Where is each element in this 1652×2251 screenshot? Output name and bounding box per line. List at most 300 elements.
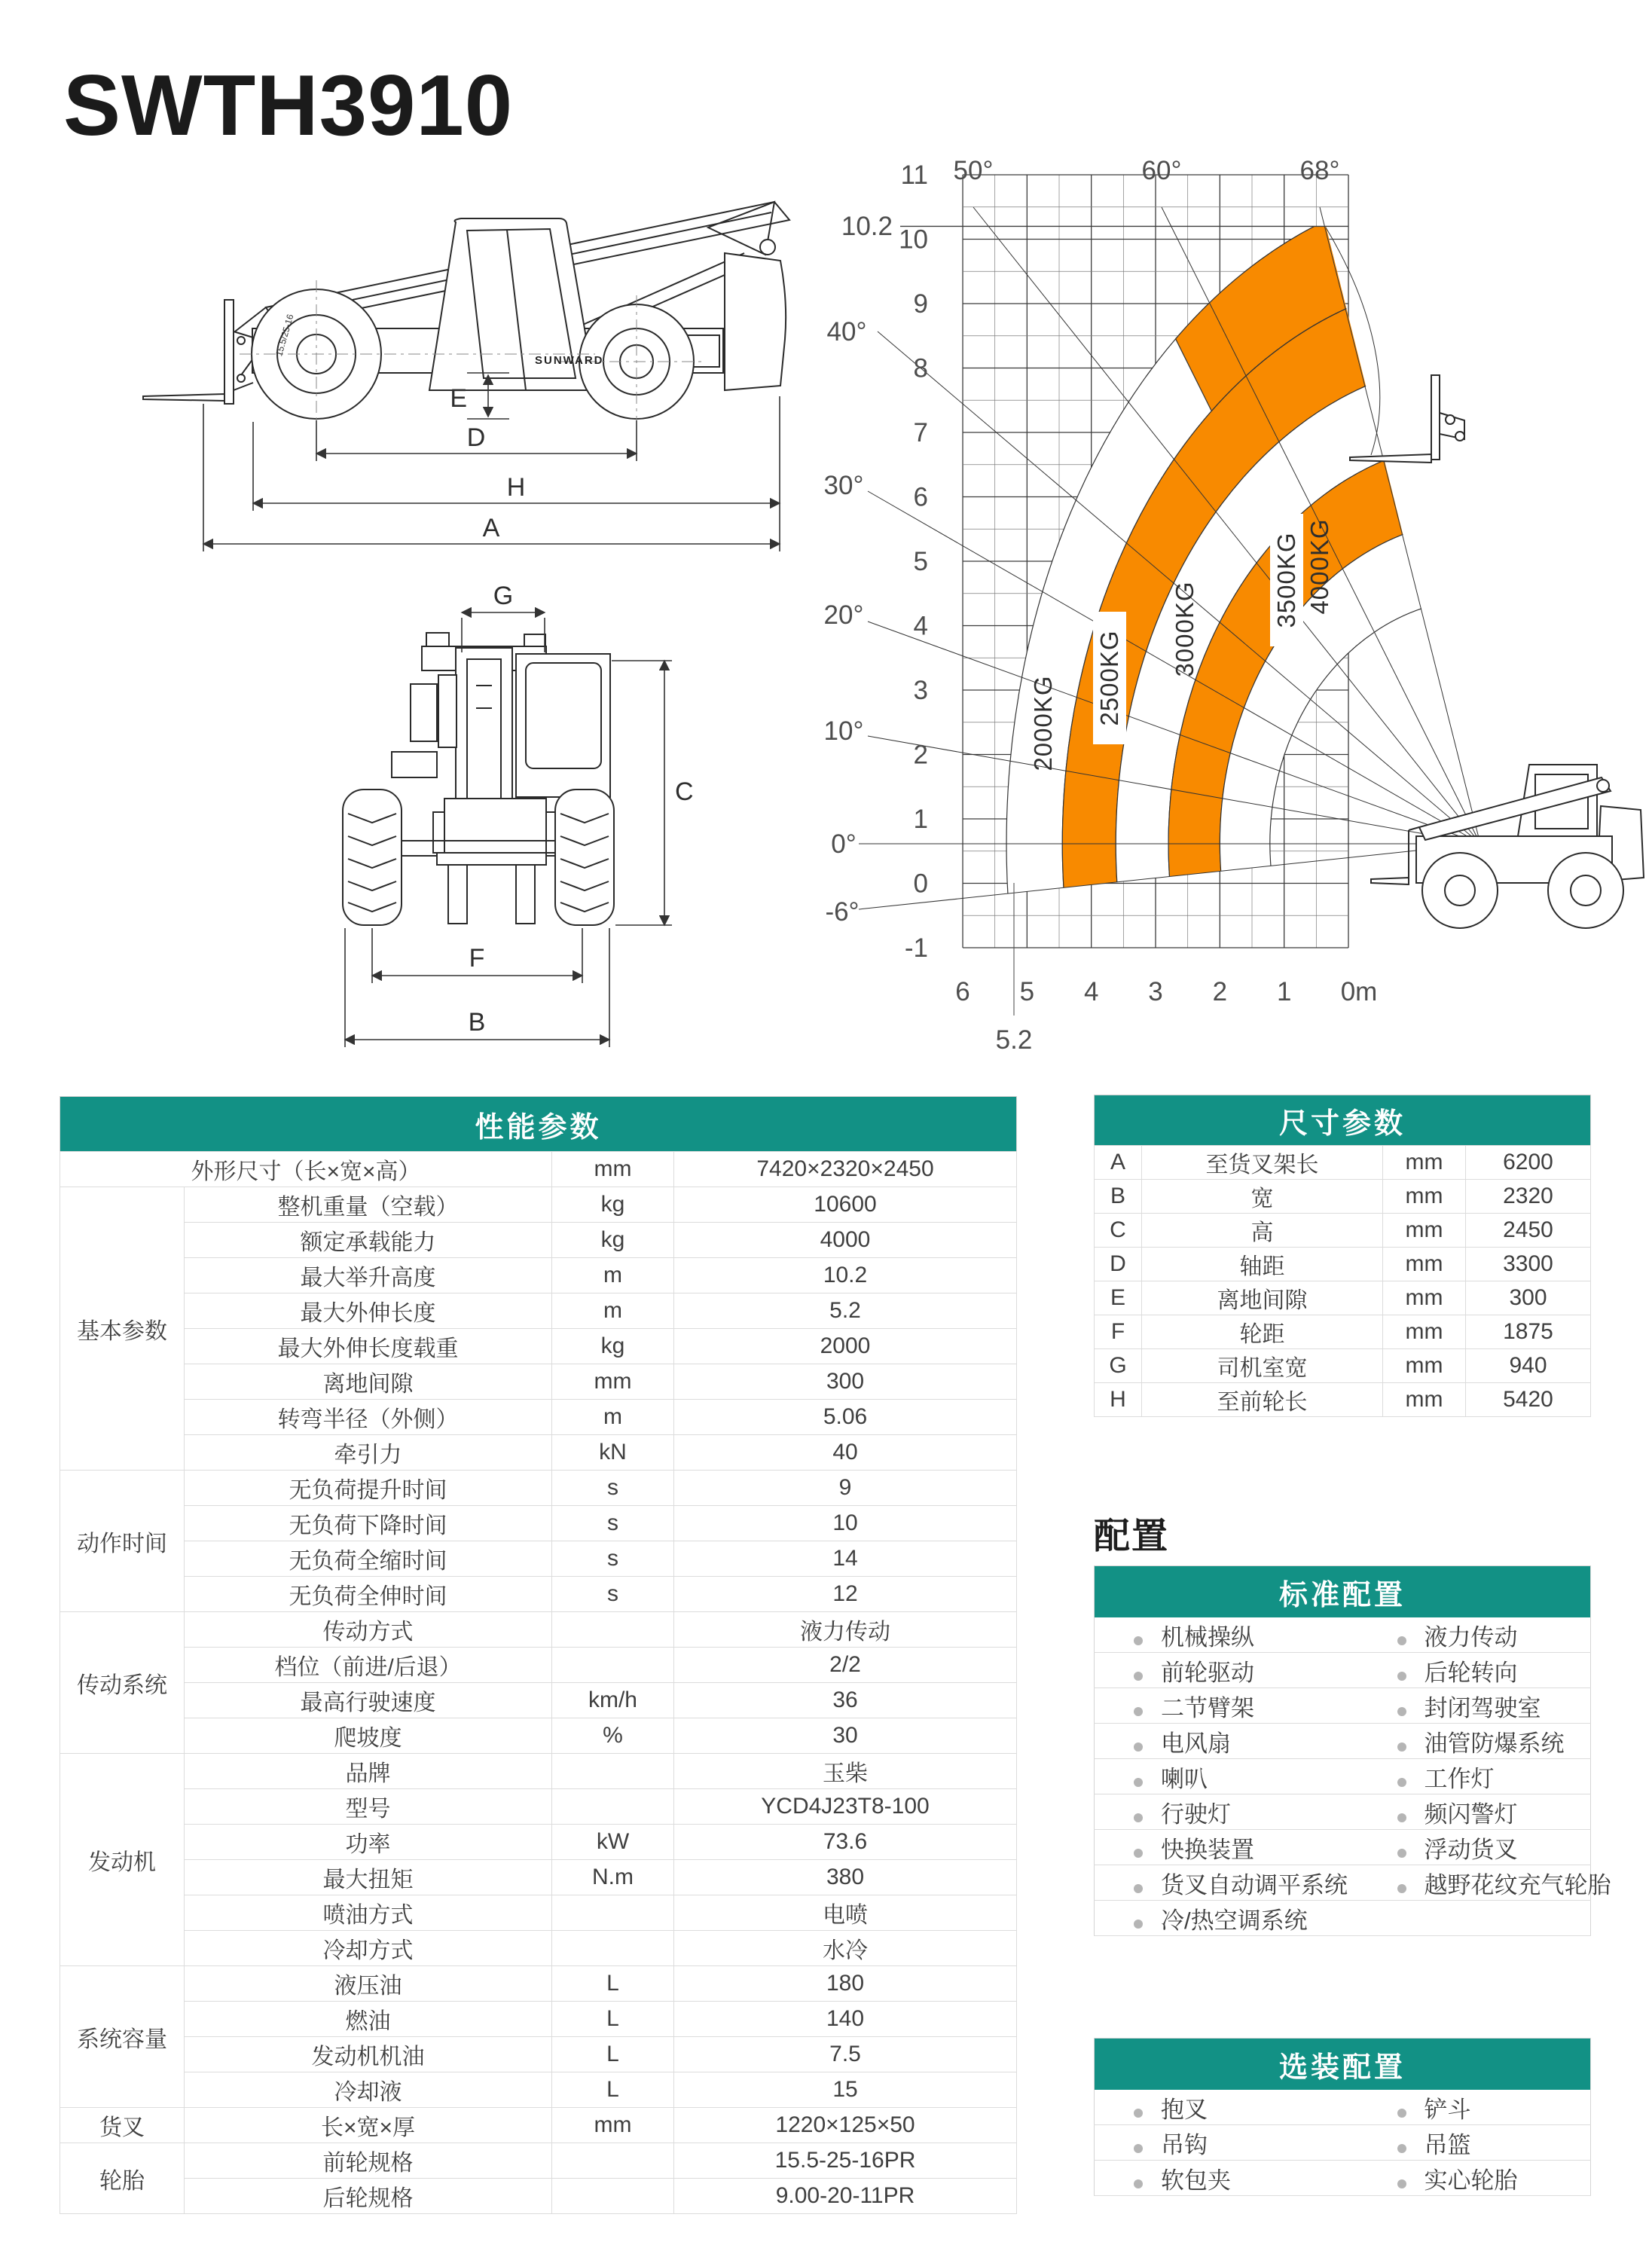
dim-value: 2450 bbox=[1466, 1214, 1591, 1248]
spec-row bbox=[60, 1471, 1017, 1506]
y-tick-label: 0 bbox=[913, 869, 928, 899]
spec-name: 燃油 bbox=[185, 2002, 552, 2037]
dim-row bbox=[1095, 1214, 1591, 1248]
spec-unit: s bbox=[552, 1506, 674, 1541]
dim-label-f: F bbox=[469, 944, 485, 973]
spec-value: 10 bbox=[674, 1506, 1017, 1541]
config-item bbox=[1358, 1865, 1611, 1901]
spec-name: 最大举升高度 bbox=[185, 1258, 552, 1293]
config-item-label: 封闭驾驶室 bbox=[1424, 1694, 1541, 1721]
x-tick-label: 6 bbox=[955, 977, 970, 1006]
x-tick-label: 2 bbox=[1212, 977, 1228, 1006]
dim-row bbox=[1095, 1315, 1591, 1349]
spec-row bbox=[60, 1400, 1017, 1435]
spec-group: 轮胎 bbox=[60, 2143, 185, 2214]
spec-row bbox=[60, 1541, 1017, 1577]
dim-label-c: C bbox=[675, 777, 694, 806]
spec-value: 7.5 bbox=[674, 2037, 1017, 2072]
spec-name: 后轮规格 bbox=[185, 2179, 552, 2214]
config-item bbox=[1095, 1653, 1358, 1688]
spec-unit: km/h bbox=[552, 1683, 674, 1718]
spec-name: 无负荷提升时间 bbox=[185, 1471, 552, 1506]
config-item-label: 实心轮胎 bbox=[1424, 2167, 1518, 2194]
spec-unit: m bbox=[552, 1258, 674, 1293]
spec-row bbox=[60, 1364, 1017, 1400]
page-title: SWTH3910 bbox=[63, 58, 514, 154]
bullet-icon bbox=[1134, 1636, 1143, 1645]
optional-config-header bbox=[1095, 2039, 1591, 2091]
spec-name: 爬坡度 bbox=[185, 1718, 552, 1754]
config-row bbox=[1095, 1794, 1591, 1830]
dim-name: 至前轮长 bbox=[1142, 1383, 1383, 1417]
config-item-label: 电风扇 bbox=[1161, 1730, 1231, 1757]
dim-unit: mm bbox=[1383, 1383, 1466, 1417]
spec-value: 10600 bbox=[674, 1187, 1017, 1223]
config-item bbox=[1095, 2090, 1358, 2125]
spec-value: 7420×2320×2450 bbox=[674, 1152, 1017, 1187]
angle-label: 40° bbox=[826, 317, 867, 347]
config-row bbox=[1095, 1865, 1591, 1901]
optional-config-title: 选装配置 bbox=[1095, 2039, 1591, 2091]
dimension-table-title: 尺寸参数 bbox=[1095, 1095, 1591, 1146]
config-item bbox=[1358, 1794, 1591, 1830]
spec-value: 180 bbox=[674, 1966, 1017, 2002]
config-heading: 配置 bbox=[1094, 1516, 1170, 1556]
max-reach-tick: 5.2 bbox=[995, 1025, 1033, 1055]
spec-value: 40 bbox=[674, 1435, 1017, 1471]
spec-value: 12 bbox=[674, 1577, 1017, 1612]
config-item-label: 喇叭 bbox=[1161, 1765, 1208, 1792]
spec-name: 最大外伸长度载重 bbox=[185, 1329, 552, 1364]
dim-label-d: D bbox=[466, 423, 486, 452]
spec-value: 玉柴 bbox=[674, 1754, 1017, 1789]
spec-name: 最高行驶速度 bbox=[185, 1683, 552, 1718]
dim-unit: mm bbox=[1383, 1180, 1466, 1214]
spec-unit: kg bbox=[552, 1223, 674, 1258]
spec-value: 2/2 bbox=[674, 1648, 1017, 1683]
dim-key: H bbox=[1095, 1383, 1142, 1417]
spec-unit bbox=[552, 1789, 674, 1825]
spec-value: 5.06 bbox=[674, 1400, 1017, 1435]
dim-value: 2320 bbox=[1466, 1180, 1591, 1214]
bullet-icon bbox=[1397, 1813, 1406, 1822]
spec-name: 液压油 bbox=[185, 1966, 552, 2002]
front-view-drawing bbox=[286, 582, 776, 1077]
config-item-label: 越野花纹充气轮胎 bbox=[1424, 1871, 1611, 1898]
config-item-label: 后轮转向 bbox=[1424, 1659, 1518, 1686]
spec-name: 无负荷全缩时间 bbox=[185, 1541, 552, 1577]
config-row bbox=[1095, 1653, 1591, 1688]
angle-label: 50° bbox=[953, 156, 994, 185]
x-tick-label: 3 bbox=[1148, 977, 1163, 1006]
dim-key: D bbox=[1095, 1248, 1142, 1281]
y-tick-label: 1 bbox=[913, 805, 928, 834]
config-item bbox=[1095, 1688, 1358, 1724]
bullet-icon bbox=[1397, 2144, 1406, 2153]
config-item bbox=[1095, 1617, 1358, 1653]
zone-label: 2000KG bbox=[1029, 675, 1057, 771]
config-item-label: 浮动货叉 bbox=[1424, 1836, 1518, 1863]
spec-value: 15 bbox=[674, 2072, 1017, 2108]
machine-front-art bbox=[343, 633, 614, 925]
config-item bbox=[1358, 2090, 1591, 2125]
tire-marking: 15.5/25-16 bbox=[273, 313, 296, 358]
zone-label: 4000KG bbox=[1305, 518, 1333, 615]
dim-row bbox=[1095, 1383, 1591, 1417]
spec-row bbox=[60, 2179, 1017, 2214]
config-item-label: 快换装置 bbox=[1161, 1836, 1254, 1863]
bullet-icon bbox=[1397, 1636, 1406, 1645]
y-tick-label: 9 bbox=[913, 289, 928, 319]
config-item bbox=[1095, 1724, 1358, 1759]
spec-name: 额定承载能力 bbox=[185, 1223, 552, 1258]
dim-value: 300 bbox=[1466, 1281, 1591, 1315]
config-item-label: 前轮驱动 bbox=[1161, 1659, 1254, 1686]
bullet-icon bbox=[1134, 2179, 1143, 2188]
spec-row bbox=[60, 2072, 1017, 2108]
y-tick-label: 7 bbox=[913, 418, 928, 447]
spec-value: 水冷 bbox=[674, 1931, 1017, 1966]
spec-row bbox=[60, 1612, 1017, 1648]
spec-unit: L bbox=[552, 2002, 674, 2037]
dim-name: 离地间隙 bbox=[1142, 1281, 1383, 1315]
spec-value: 5.2 bbox=[674, 1293, 1017, 1329]
dim-unit: mm bbox=[1383, 1315, 1466, 1349]
angle-label: 68° bbox=[1299, 156, 1340, 185]
spec-group: 系统容量 bbox=[60, 1966, 185, 2108]
spec-row bbox=[60, 1293, 1017, 1329]
spec-name: 整机重量（空载） bbox=[185, 1187, 552, 1223]
spec-name: 档位（前进/后退） bbox=[185, 1648, 552, 1683]
spec-value: 4000 bbox=[674, 1223, 1017, 1258]
bullet-icon bbox=[1397, 2109, 1406, 2118]
spec-row bbox=[60, 1577, 1017, 1612]
dim-name: 高 bbox=[1142, 1214, 1383, 1248]
standard-config-header bbox=[1095, 1566, 1591, 1618]
dim-unit: mm bbox=[1383, 1248, 1466, 1281]
config-item bbox=[1358, 1901, 1591, 1936]
config-row bbox=[1095, 1901, 1591, 1936]
bullet-icon bbox=[1134, 1849, 1143, 1858]
spec-name: 转弯半径（外侧） bbox=[185, 1400, 552, 1435]
bullet-icon bbox=[1134, 1742, 1143, 1752]
y-tick-label: 3 bbox=[913, 676, 928, 705]
bullet-icon bbox=[1134, 1813, 1143, 1822]
bullet-icon bbox=[1134, 2109, 1143, 2118]
dim-key: C bbox=[1095, 1214, 1142, 1248]
spec-value: 2000 bbox=[674, 1329, 1017, 1364]
bullet-icon bbox=[1134, 2144, 1143, 2153]
brand-logo: SUNWARD bbox=[535, 354, 604, 367]
bullet-icon bbox=[1397, 1849, 1406, 1858]
spec-unit: m bbox=[552, 1400, 674, 1435]
spec-unit: s bbox=[552, 1471, 674, 1506]
spec-name: 最大扭矩 bbox=[185, 1860, 552, 1895]
dim-value: 1875 bbox=[1466, 1315, 1591, 1349]
spec-row bbox=[60, 2108, 1017, 2143]
y-tick-label: -1 bbox=[904, 933, 928, 963]
spec-row bbox=[60, 1648, 1017, 1683]
spec-value: 73.6 bbox=[674, 1825, 1017, 1860]
spec-unit: L bbox=[552, 1966, 674, 2002]
config-item bbox=[1358, 1759, 1591, 1794]
spec-row bbox=[60, 1754, 1017, 1789]
standard-config-table bbox=[1094, 1565, 1611, 1936]
config-item-label: 液力传动 bbox=[1424, 1623, 1518, 1651]
config-row bbox=[1095, 2125, 1591, 2161]
bullet-icon bbox=[1397, 1778, 1406, 1787]
spec-value: YCD4J23T8-100 bbox=[674, 1789, 1017, 1825]
spec-name: 型号 bbox=[185, 1789, 552, 1825]
dimension-table-header bbox=[1095, 1095, 1591, 1146]
spec-row bbox=[60, 2002, 1017, 2037]
y-tick-label: 4 bbox=[913, 611, 928, 641]
dim-label-b: B bbox=[468, 1008, 486, 1037]
bullet-icon bbox=[1134, 1778, 1143, 1787]
config-item bbox=[1095, 1901, 1358, 1936]
spec-unit: mm bbox=[552, 1364, 674, 1400]
config-row bbox=[1095, 1759, 1591, 1794]
bullet-icon bbox=[1134, 1707, 1143, 1716]
dim-key: E bbox=[1095, 1281, 1142, 1315]
dim-value: 5420 bbox=[1466, 1383, 1591, 1417]
spec-unit: L bbox=[552, 2072, 674, 2108]
y-tick-label: 6 bbox=[913, 482, 928, 512]
spec-name: 冷却液 bbox=[185, 2072, 552, 2108]
config-item-label: 吊钩 bbox=[1161, 2131, 1208, 2158]
spec-row bbox=[60, 1329, 1017, 1364]
spec-name: 传动方式 bbox=[185, 1612, 552, 1648]
spec-unit: L bbox=[552, 2037, 674, 2072]
spec-name: 最大外伸长度 bbox=[185, 1293, 552, 1329]
spec-row bbox=[60, 1718, 1017, 1754]
config-row bbox=[1095, 1617, 1591, 1653]
spec-unit: m bbox=[552, 1293, 674, 1329]
spec-group: 传动系统 bbox=[60, 1612, 185, 1754]
side-view-drawing bbox=[113, 181, 829, 603]
dim-name: 宽 bbox=[1142, 1180, 1383, 1214]
config-item-label: 抱叉 bbox=[1161, 2096, 1208, 2123]
spec-row bbox=[60, 1931, 1017, 1966]
spec-name: 前轮规格 bbox=[185, 2143, 552, 2179]
band-top-highlight bbox=[1176, 185, 1563, 411]
config-item bbox=[1095, 2125, 1358, 2161]
spec-value: 380 bbox=[674, 1860, 1017, 1895]
spec-group: 基本参数 bbox=[60, 1187, 185, 1471]
config-item bbox=[1095, 1794, 1358, 1830]
spec-value: 36 bbox=[674, 1683, 1017, 1718]
config-item bbox=[1358, 1617, 1591, 1653]
config-item-label: 频闪警灯 bbox=[1424, 1800, 1518, 1828]
spec-unit: kg bbox=[552, 1329, 674, 1364]
config-item-label: 二节臂架 bbox=[1161, 1694, 1254, 1721]
config-item bbox=[1095, 1759, 1358, 1794]
spec-name: 功率 bbox=[185, 1825, 552, 1860]
angle-label: 0° bbox=[831, 829, 857, 859]
config-item bbox=[1358, 1688, 1591, 1724]
truck-icon bbox=[1371, 765, 1644, 928]
spec-value: 液力传动 bbox=[674, 1612, 1017, 1648]
spec-row bbox=[60, 1789, 1017, 1825]
dim-value: 940 bbox=[1466, 1349, 1591, 1383]
angle-label: 30° bbox=[823, 471, 864, 500]
dim-name: 至货叉架长 bbox=[1142, 1146, 1383, 1180]
spec-row bbox=[60, 1895, 1017, 1931]
spec-unit bbox=[552, 1648, 674, 1683]
config-item bbox=[1358, 2161, 1591, 2196]
x-tick-label: 4 bbox=[1083, 977, 1099, 1006]
angle-label: 60° bbox=[1141, 156, 1182, 185]
spec-name: 喷油方式 bbox=[185, 1895, 552, 1931]
config-item bbox=[1095, 1865, 1358, 1901]
dim-unit: mm bbox=[1383, 1214, 1466, 1248]
bullet-icon bbox=[1397, 1884, 1406, 1893]
spec-row bbox=[60, 1258, 1017, 1293]
spec-unit: kN bbox=[552, 1435, 674, 1471]
spec-name: 外形尺寸（长×宽×高） bbox=[60, 1152, 552, 1187]
optional-config-table bbox=[1094, 2038, 1591, 2196]
spec-unit: mm bbox=[552, 2108, 674, 2143]
dim-label-g: G bbox=[493, 582, 514, 610]
spec-name: 发动机机油 bbox=[185, 2037, 552, 2072]
spec-value: 9.00-20-11PR bbox=[674, 2179, 1017, 2214]
performance-table-title: 性能参数 bbox=[60, 1097, 1017, 1152]
dimension-table bbox=[1094, 1095, 1591, 1417]
dim-row bbox=[1095, 1180, 1591, 1214]
spec-name: 长×宽×厚 bbox=[185, 2108, 552, 2143]
dim-unit: mm bbox=[1383, 1349, 1466, 1383]
max-height-tick: 10.2 bbox=[841, 212, 893, 241]
spec-value: 30 bbox=[674, 1718, 1017, 1754]
bullet-icon bbox=[1134, 1884, 1143, 1893]
config-item-label: 吊篮 bbox=[1424, 2131, 1471, 2158]
spec-name: 离地间隙 bbox=[185, 1364, 552, 1400]
bullet-icon bbox=[1397, 1742, 1406, 1752]
x-tick-label: 5 bbox=[1019, 977, 1035, 1006]
config-item-label: 冷/热空调系统 bbox=[1161, 1907, 1308, 1934]
config-item-label: 油管防爆系统 bbox=[1424, 1730, 1565, 1757]
dim-name: 司机室宽 bbox=[1142, 1349, 1383, 1383]
config-item bbox=[1095, 2161, 1358, 2196]
y-tick-label: 11 bbox=[900, 160, 928, 190]
spec-value: 140 bbox=[674, 2002, 1017, 2037]
spec-value: 14 bbox=[674, 1541, 1017, 1577]
dim-value: 3300 bbox=[1466, 1248, 1591, 1281]
config-item bbox=[1358, 2125, 1591, 2161]
y-tick-label: 10 bbox=[899, 224, 928, 255]
dim-key: A bbox=[1095, 1146, 1142, 1180]
dim-key: G bbox=[1095, 1349, 1142, 1383]
spec-value: 9 bbox=[674, 1471, 1017, 1506]
dim-unit: mm bbox=[1383, 1281, 1466, 1315]
dim-row bbox=[1095, 1349, 1591, 1383]
dim-key: F bbox=[1095, 1315, 1142, 1349]
spec-row bbox=[60, 1825, 1017, 1860]
config-item-label: 货叉自动调平系统 bbox=[1161, 1871, 1348, 1898]
config-row bbox=[1095, 2090, 1591, 2125]
spec-name: 无负荷全伸时间 bbox=[185, 1577, 552, 1612]
standard-config-title: 标准配置 bbox=[1095, 1566, 1591, 1618]
dim-row bbox=[1095, 1248, 1591, 1281]
dim-label-a: A bbox=[482, 514, 500, 542]
angle-label: 10° bbox=[823, 716, 864, 746]
spec-unit: kW bbox=[552, 1825, 674, 1860]
config-item bbox=[1358, 1653, 1591, 1688]
spec-name: 牵引力 bbox=[185, 1435, 552, 1471]
spec-unit bbox=[552, 2143, 674, 2179]
bullet-icon bbox=[1134, 1920, 1143, 1929]
config-item bbox=[1095, 1830, 1358, 1865]
performance-table-header bbox=[60, 1097, 1017, 1152]
config-item bbox=[1358, 1724, 1591, 1759]
x-tick-label: 1 bbox=[1276, 977, 1292, 1006]
zone-label: 2500KG bbox=[1095, 630, 1123, 726]
bullet-icon bbox=[1397, 1672, 1406, 1681]
spec-row bbox=[60, 1435, 1017, 1471]
dim-value: 6200 bbox=[1466, 1146, 1591, 1180]
spec-unit: s bbox=[552, 1577, 674, 1612]
spec-unit: mm bbox=[552, 1152, 674, 1187]
spec-row bbox=[60, 1966, 1017, 2002]
spec-unit bbox=[552, 1754, 674, 1789]
spec-group: 货叉 bbox=[60, 2108, 185, 2143]
y-tick-label: 2 bbox=[913, 740, 928, 770]
spec-name: 冷却方式 bbox=[185, 1931, 552, 1966]
spec-group: 发动机 bbox=[60, 1754, 185, 1966]
spec-row bbox=[60, 2143, 1017, 2179]
config-item-label: 铲斗 bbox=[1424, 2096, 1471, 2123]
zone-label: 3000KG bbox=[1171, 581, 1199, 677]
config-item-label: 行驶灯 bbox=[1161, 1800, 1231, 1828]
zone-label: 3500KG bbox=[1272, 532, 1300, 628]
dim-name: 轮距 bbox=[1142, 1315, 1383, 1349]
spec-value: 15.5-25-16PR bbox=[674, 2143, 1017, 2179]
spec-name: 品牌 bbox=[185, 1754, 552, 1789]
spec-unit bbox=[552, 1931, 674, 1966]
config-row bbox=[1095, 1688, 1591, 1724]
config-item-label: 工作灯 bbox=[1424, 1765, 1495, 1792]
y-tick-label: 5 bbox=[913, 547, 928, 576]
dim-row bbox=[1095, 1146, 1591, 1180]
y-tick-label: 8 bbox=[913, 353, 928, 383]
spec-row bbox=[60, 1860, 1017, 1895]
dim-label-h: H bbox=[506, 473, 526, 502]
spec-group: 动作时间 bbox=[60, 1471, 185, 1612]
spec-value: 10.2 bbox=[674, 1258, 1017, 1293]
load-chart bbox=[814, 60, 1652, 1070]
config-item-label: 机械操纵 bbox=[1161, 1623, 1254, 1651]
spec-unit: % bbox=[552, 1718, 674, 1754]
angle-label: -6° bbox=[825, 897, 860, 927]
config-row bbox=[1095, 1724, 1591, 1759]
spec-value: 1220×125×50 bbox=[674, 2108, 1017, 2143]
config-row bbox=[1095, 2161, 1591, 2196]
spec-value: 300 bbox=[674, 1364, 1017, 1400]
dim-label-e: E bbox=[450, 384, 467, 413]
config-item-label: 软包夹 bbox=[1161, 2167, 1231, 2194]
spec-row bbox=[60, 1187, 1017, 1223]
dim-unit: mm bbox=[1383, 1146, 1466, 1180]
spec-name: 无负荷下降时间 bbox=[185, 1506, 552, 1541]
spec-unit bbox=[552, 1612, 674, 1648]
dim-row bbox=[1095, 1281, 1591, 1315]
performance-table bbox=[60, 1096, 1017, 2214]
dim-name: 轴距 bbox=[1142, 1248, 1383, 1281]
config-row bbox=[1095, 1830, 1591, 1865]
spec-row bbox=[60, 1506, 1017, 1541]
bullet-icon bbox=[1397, 1707, 1406, 1716]
bullet-icon bbox=[1134, 1672, 1143, 1681]
